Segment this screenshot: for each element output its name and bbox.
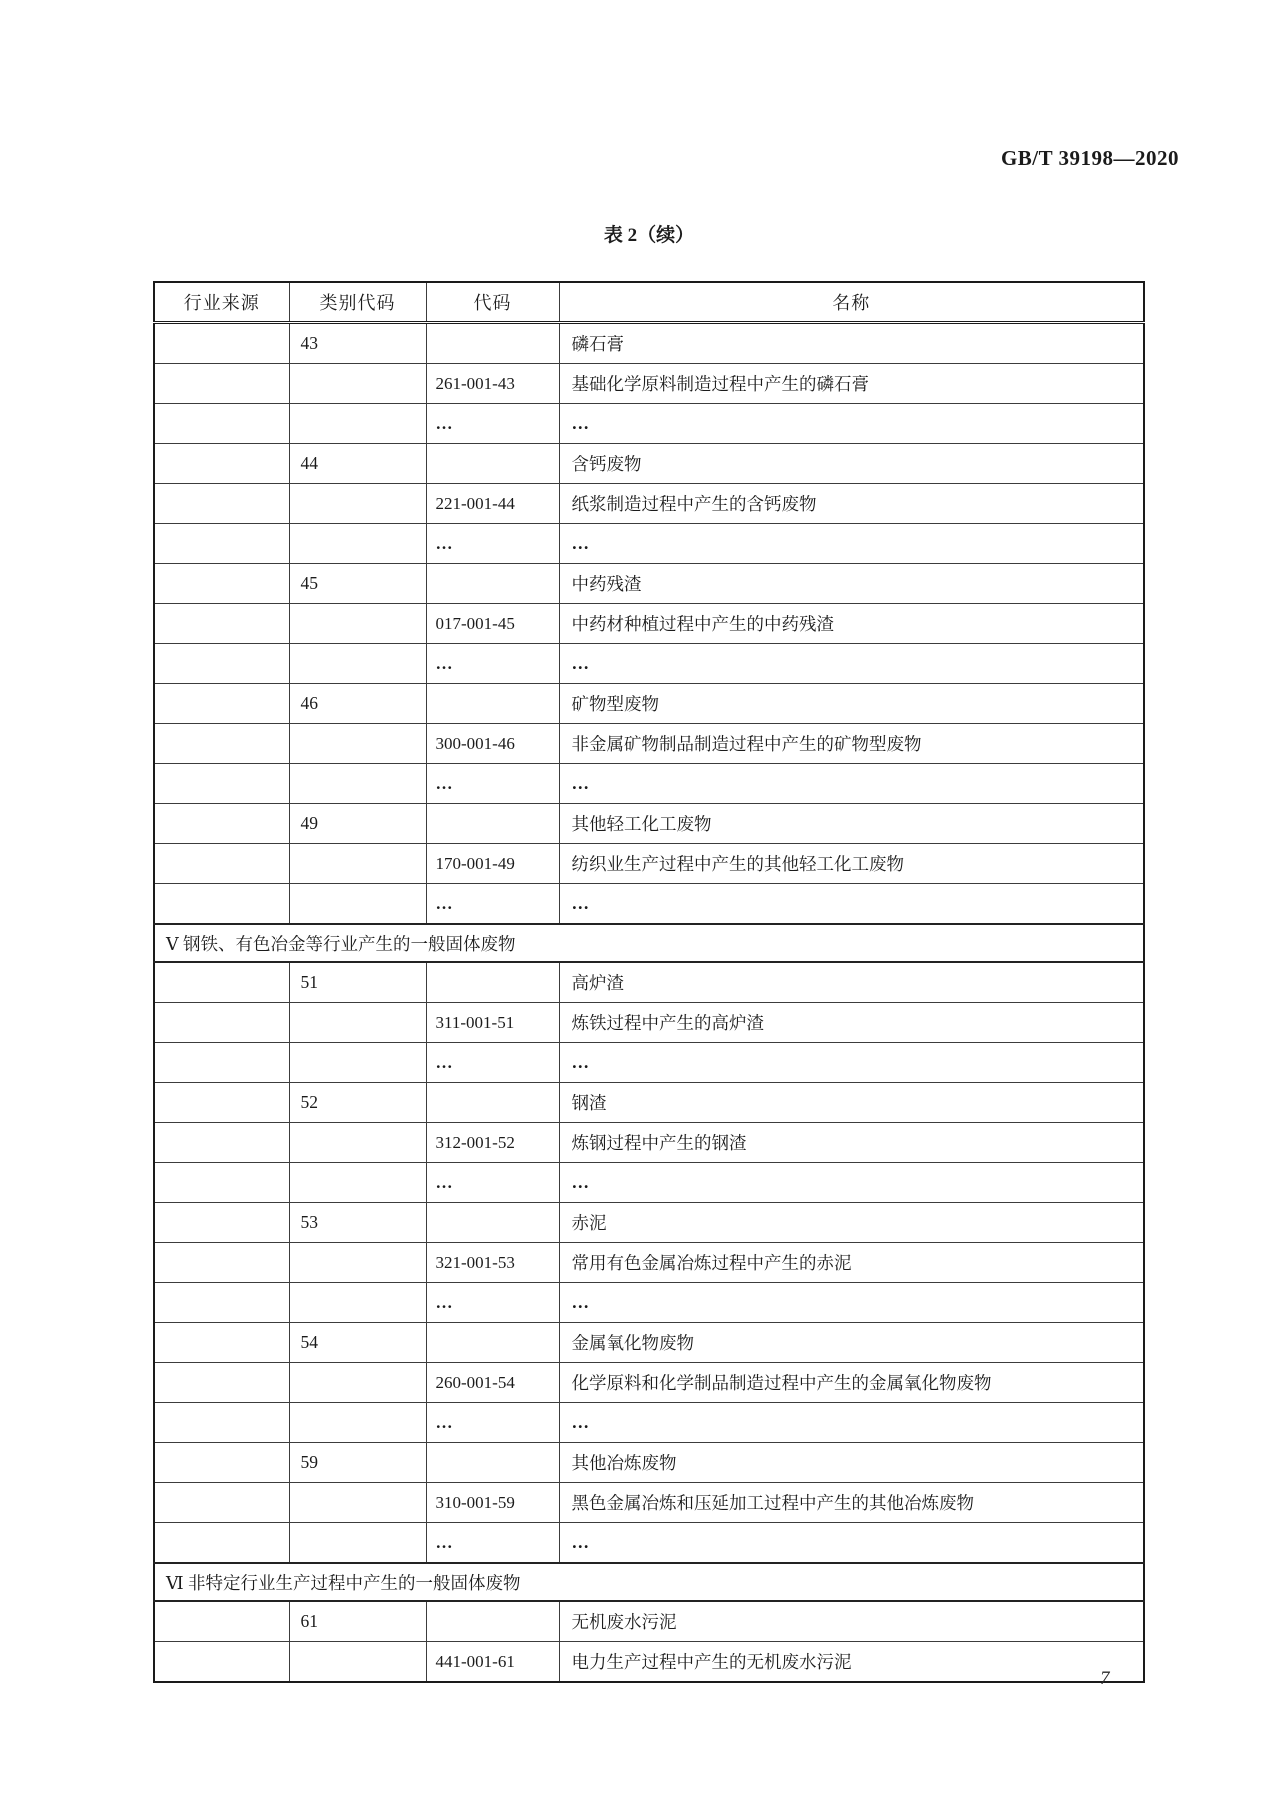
code-cell: … <box>426 1523 559 1564</box>
category-code-cell: 45 <box>289 564 426 604</box>
name-cell: 非金属矿物制品制造过程中产生的矿物型废物 <box>559 724 1144 764</box>
code-cell: 260-001-54 <box>426 1363 559 1403</box>
name-cell: 磷石膏 <box>559 323 1144 364</box>
table-row <box>154 1243 1144 1283</box>
table-row <box>154 764 1144 804</box>
code-cell <box>426 962 559 1003</box>
name-cell: 其他冶炼废物 <box>559 1443 1144 1483</box>
name-cell: 其他轻工化工废物 <box>559 804 1144 844</box>
name-cell: … <box>559 884 1144 925</box>
name-cell: 电力生产过程中产生的无机废水污泥 <box>559 1642 1144 1683</box>
name-cell: 含钙废物 <box>559 444 1144 484</box>
name-cell: 纸浆制造过程中产生的含钙废物 <box>559 484 1144 524</box>
category-code-cell <box>289 1642 426 1683</box>
name-cell: 纺织业生产过程中产生的其他轻工化工废物 <box>559 844 1144 884</box>
name-cell: … <box>559 1163 1144 1203</box>
industry-source-cell <box>154 364 289 404</box>
code-cell: 300-001-46 <box>426 724 559 764</box>
table-row <box>154 1363 1144 1403</box>
code-cell: … <box>426 524 559 564</box>
category-code-cell <box>289 644 426 684</box>
industry-source-cell <box>154 1523 289 1564</box>
name-cell: … <box>559 1403 1144 1443</box>
industry-source-cell <box>154 764 289 804</box>
name-cell: 化学原料和化学制品制造过程中产生的金属氧化物废物 <box>559 1363 1144 1403</box>
table-row <box>154 1203 1144 1243</box>
column-header-category-code: 类别代码 <box>289 282 426 323</box>
code-cell <box>426 1601 559 1642</box>
category-code-cell <box>289 1363 426 1403</box>
category-code-cell: 46 <box>289 684 426 724</box>
section-row <box>154 924 1144 962</box>
table-row <box>154 644 1144 684</box>
section-label: Ⅴ 钢铁、有色冶金等行业产生的一般固体废物 <box>154 924 1144 962</box>
industry-source-cell <box>154 524 289 564</box>
name-cell: 金属氧化物废物 <box>559 1323 1144 1363</box>
name-cell: 中药残渣 <box>559 564 1144 604</box>
code-cell <box>426 804 559 844</box>
category-code-cell <box>289 484 426 524</box>
industry-source-cell <box>154 1601 289 1642</box>
table-row <box>154 1283 1144 1323</box>
industry-source-cell <box>154 404 289 444</box>
table-row <box>154 884 1144 925</box>
category-code-cell: 51 <box>289 962 426 1003</box>
category-code-cell <box>289 1243 426 1283</box>
column-header-industry-source: 行业来源 <box>154 282 289 323</box>
industry-source-cell <box>154 1243 289 1283</box>
industry-source-cell <box>154 1083 289 1123</box>
table-row <box>154 1443 1144 1483</box>
code-cell: 170-001-49 <box>426 844 559 884</box>
name-cell: 基础化学原料制造过程中产生的磷石膏 <box>559 364 1144 404</box>
code-cell: 311-001-51 <box>426 1003 559 1043</box>
category-code-cell: 61 <box>289 1601 426 1642</box>
table-row <box>154 1323 1144 1363</box>
code-cell <box>426 1443 559 1483</box>
name-cell: 中药材种植过程中产生的中药残渣 <box>559 604 1144 644</box>
name-cell: … <box>559 1043 1144 1083</box>
code-cell: 261-001-43 <box>426 364 559 404</box>
category-code-cell <box>289 1403 426 1443</box>
table-row <box>154 1123 1144 1163</box>
standard-number: GB/T 39198—2020 <box>1000 146 1179 170</box>
code-cell <box>426 1203 559 1243</box>
category-code-cell <box>289 1523 426 1564</box>
code-cell: … <box>426 1163 559 1203</box>
code-cell <box>426 1323 559 1363</box>
table-row <box>154 484 1144 524</box>
column-header-name: 名称 <box>559 282 1144 323</box>
section-label: Ⅵ 非特定行业生产过程中产生的一般固体废物 <box>154 1563 1144 1601</box>
category-code-cell <box>289 404 426 444</box>
industry-source-cell <box>154 804 289 844</box>
category-code-cell <box>289 524 426 564</box>
table-row <box>154 524 1144 564</box>
industry-source-cell <box>154 644 289 684</box>
industry-source-cell <box>154 1123 289 1163</box>
section-row <box>154 1563 1144 1601</box>
code-cell: … <box>426 1283 559 1323</box>
category-code-cell <box>289 604 426 644</box>
name-cell: … <box>559 644 1144 684</box>
category-code-cell: 54 <box>289 1323 426 1363</box>
category-code-cell <box>289 1043 426 1083</box>
code-cell: 221-001-44 <box>426 484 559 524</box>
table-row <box>154 444 1144 484</box>
code-cell: 310-001-59 <box>426 1483 559 1523</box>
category-code-cell <box>289 724 426 764</box>
code-cell: 312-001-52 <box>426 1123 559 1163</box>
table-row <box>154 962 1144 1003</box>
table-row <box>154 684 1144 724</box>
table-row <box>154 724 1144 764</box>
name-cell: 无机废水污泥 <box>559 1601 1144 1642</box>
waste-classification-table <box>153 281 1145 1683</box>
category-code-cell <box>289 764 426 804</box>
code-cell <box>426 323 559 364</box>
code-cell <box>426 564 559 604</box>
table-row <box>154 564 1144 604</box>
code-cell <box>426 684 559 724</box>
table-row <box>154 364 1144 404</box>
industry-source-cell <box>154 1203 289 1243</box>
name-cell: 炼铁过程中产生的高炉渣 <box>559 1003 1144 1043</box>
category-code-cell: 43 <box>289 323 426 364</box>
industry-source-cell <box>154 844 289 884</box>
industry-source-cell <box>154 1483 289 1523</box>
name-cell: 钢渣 <box>559 1083 1144 1123</box>
category-code-cell: 52 <box>289 1083 426 1123</box>
industry-source-cell <box>154 1403 289 1443</box>
table-header-row <box>154 282 1144 323</box>
category-code-cell: 49 <box>289 804 426 844</box>
table-row <box>154 1043 1144 1083</box>
table-row <box>154 1083 1144 1123</box>
table-row <box>154 804 1144 844</box>
table-row <box>154 1523 1144 1564</box>
table-caption: 表 2（续） <box>603 225 695 246</box>
industry-source-cell <box>154 1323 289 1363</box>
name-cell: 炼钢过程中产生的钢渣 <box>559 1123 1144 1163</box>
table-row <box>154 1642 1144 1683</box>
name-cell: 黑色金属冶炼和压延加工过程中产生的其他冶炼废物 <box>559 1483 1144 1523</box>
industry-source-cell <box>154 564 289 604</box>
industry-source-cell <box>154 1363 289 1403</box>
table-row <box>154 604 1144 644</box>
table-row <box>154 1483 1144 1523</box>
code-cell: … <box>426 1043 559 1083</box>
category-code-cell: 53 <box>289 1203 426 1243</box>
industry-source-cell <box>154 323 289 364</box>
name-cell: … <box>559 1283 1144 1323</box>
category-code-cell <box>289 1483 426 1523</box>
category-code-cell <box>289 844 426 884</box>
category-code-cell <box>289 1123 426 1163</box>
code-cell: 017-001-45 <box>426 604 559 644</box>
name-cell: 赤泥 <box>559 1203 1144 1243</box>
code-cell: … <box>426 404 559 444</box>
code-cell: 441-001-61 <box>426 1642 559 1683</box>
page-number: 7 <box>1100 1668 1110 1689</box>
waste-table-body <box>154 323 1144 1683</box>
industry-source-cell <box>154 484 289 524</box>
name-cell: … <box>559 404 1144 444</box>
table-row <box>154 1163 1144 1203</box>
code-cell: … <box>426 1403 559 1443</box>
category-code-cell: 59 <box>289 1443 426 1483</box>
table-row <box>154 1403 1144 1443</box>
table-row <box>154 844 1144 884</box>
category-code-cell <box>289 884 426 925</box>
industry-source-cell <box>154 1003 289 1043</box>
table-row <box>154 323 1144 364</box>
code-cell: … <box>426 764 559 804</box>
code-cell: … <box>426 644 559 684</box>
industry-source-cell <box>154 604 289 644</box>
table-row <box>154 1003 1144 1043</box>
industry-source-cell <box>154 1043 289 1083</box>
category-code-cell <box>289 1003 426 1043</box>
column-header-code: 代码 <box>426 282 559 323</box>
category-code-cell <box>289 364 426 404</box>
industry-source-cell <box>154 884 289 925</box>
industry-source-cell <box>154 1283 289 1323</box>
industry-source-cell <box>154 962 289 1003</box>
code-cell: 321-001-53 <box>426 1243 559 1283</box>
industry-source-cell <box>154 1642 289 1683</box>
category-code-cell: 44 <box>289 444 426 484</box>
industry-source-cell <box>154 1163 289 1203</box>
name-cell: … <box>559 764 1144 804</box>
industry-source-cell <box>154 444 289 484</box>
name-cell: 高炉渣 <box>559 962 1144 1003</box>
name-cell: … <box>559 524 1144 564</box>
name-cell: … <box>559 1523 1144 1564</box>
name-cell: 常用有色金属冶炼过程中产生的赤泥 <box>559 1243 1144 1283</box>
category-code-cell <box>289 1163 426 1203</box>
code-cell <box>426 444 559 484</box>
industry-source-cell <box>154 1443 289 1483</box>
table-row <box>154 404 1144 444</box>
code-cell <box>426 1083 559 1123</box>
industry-source-cell <box>154 724 289 764</box>
code-cell: … <box>426 884 559 925</box>
table-row <box>154 1601 1144 1642</box>
industry-source-cell <box>154 684 289 724</box>
category-code-cell <box>289 1283 426 1323</box>
name-cell: 矿物型废物 <box>559 684 1144 724</box>
